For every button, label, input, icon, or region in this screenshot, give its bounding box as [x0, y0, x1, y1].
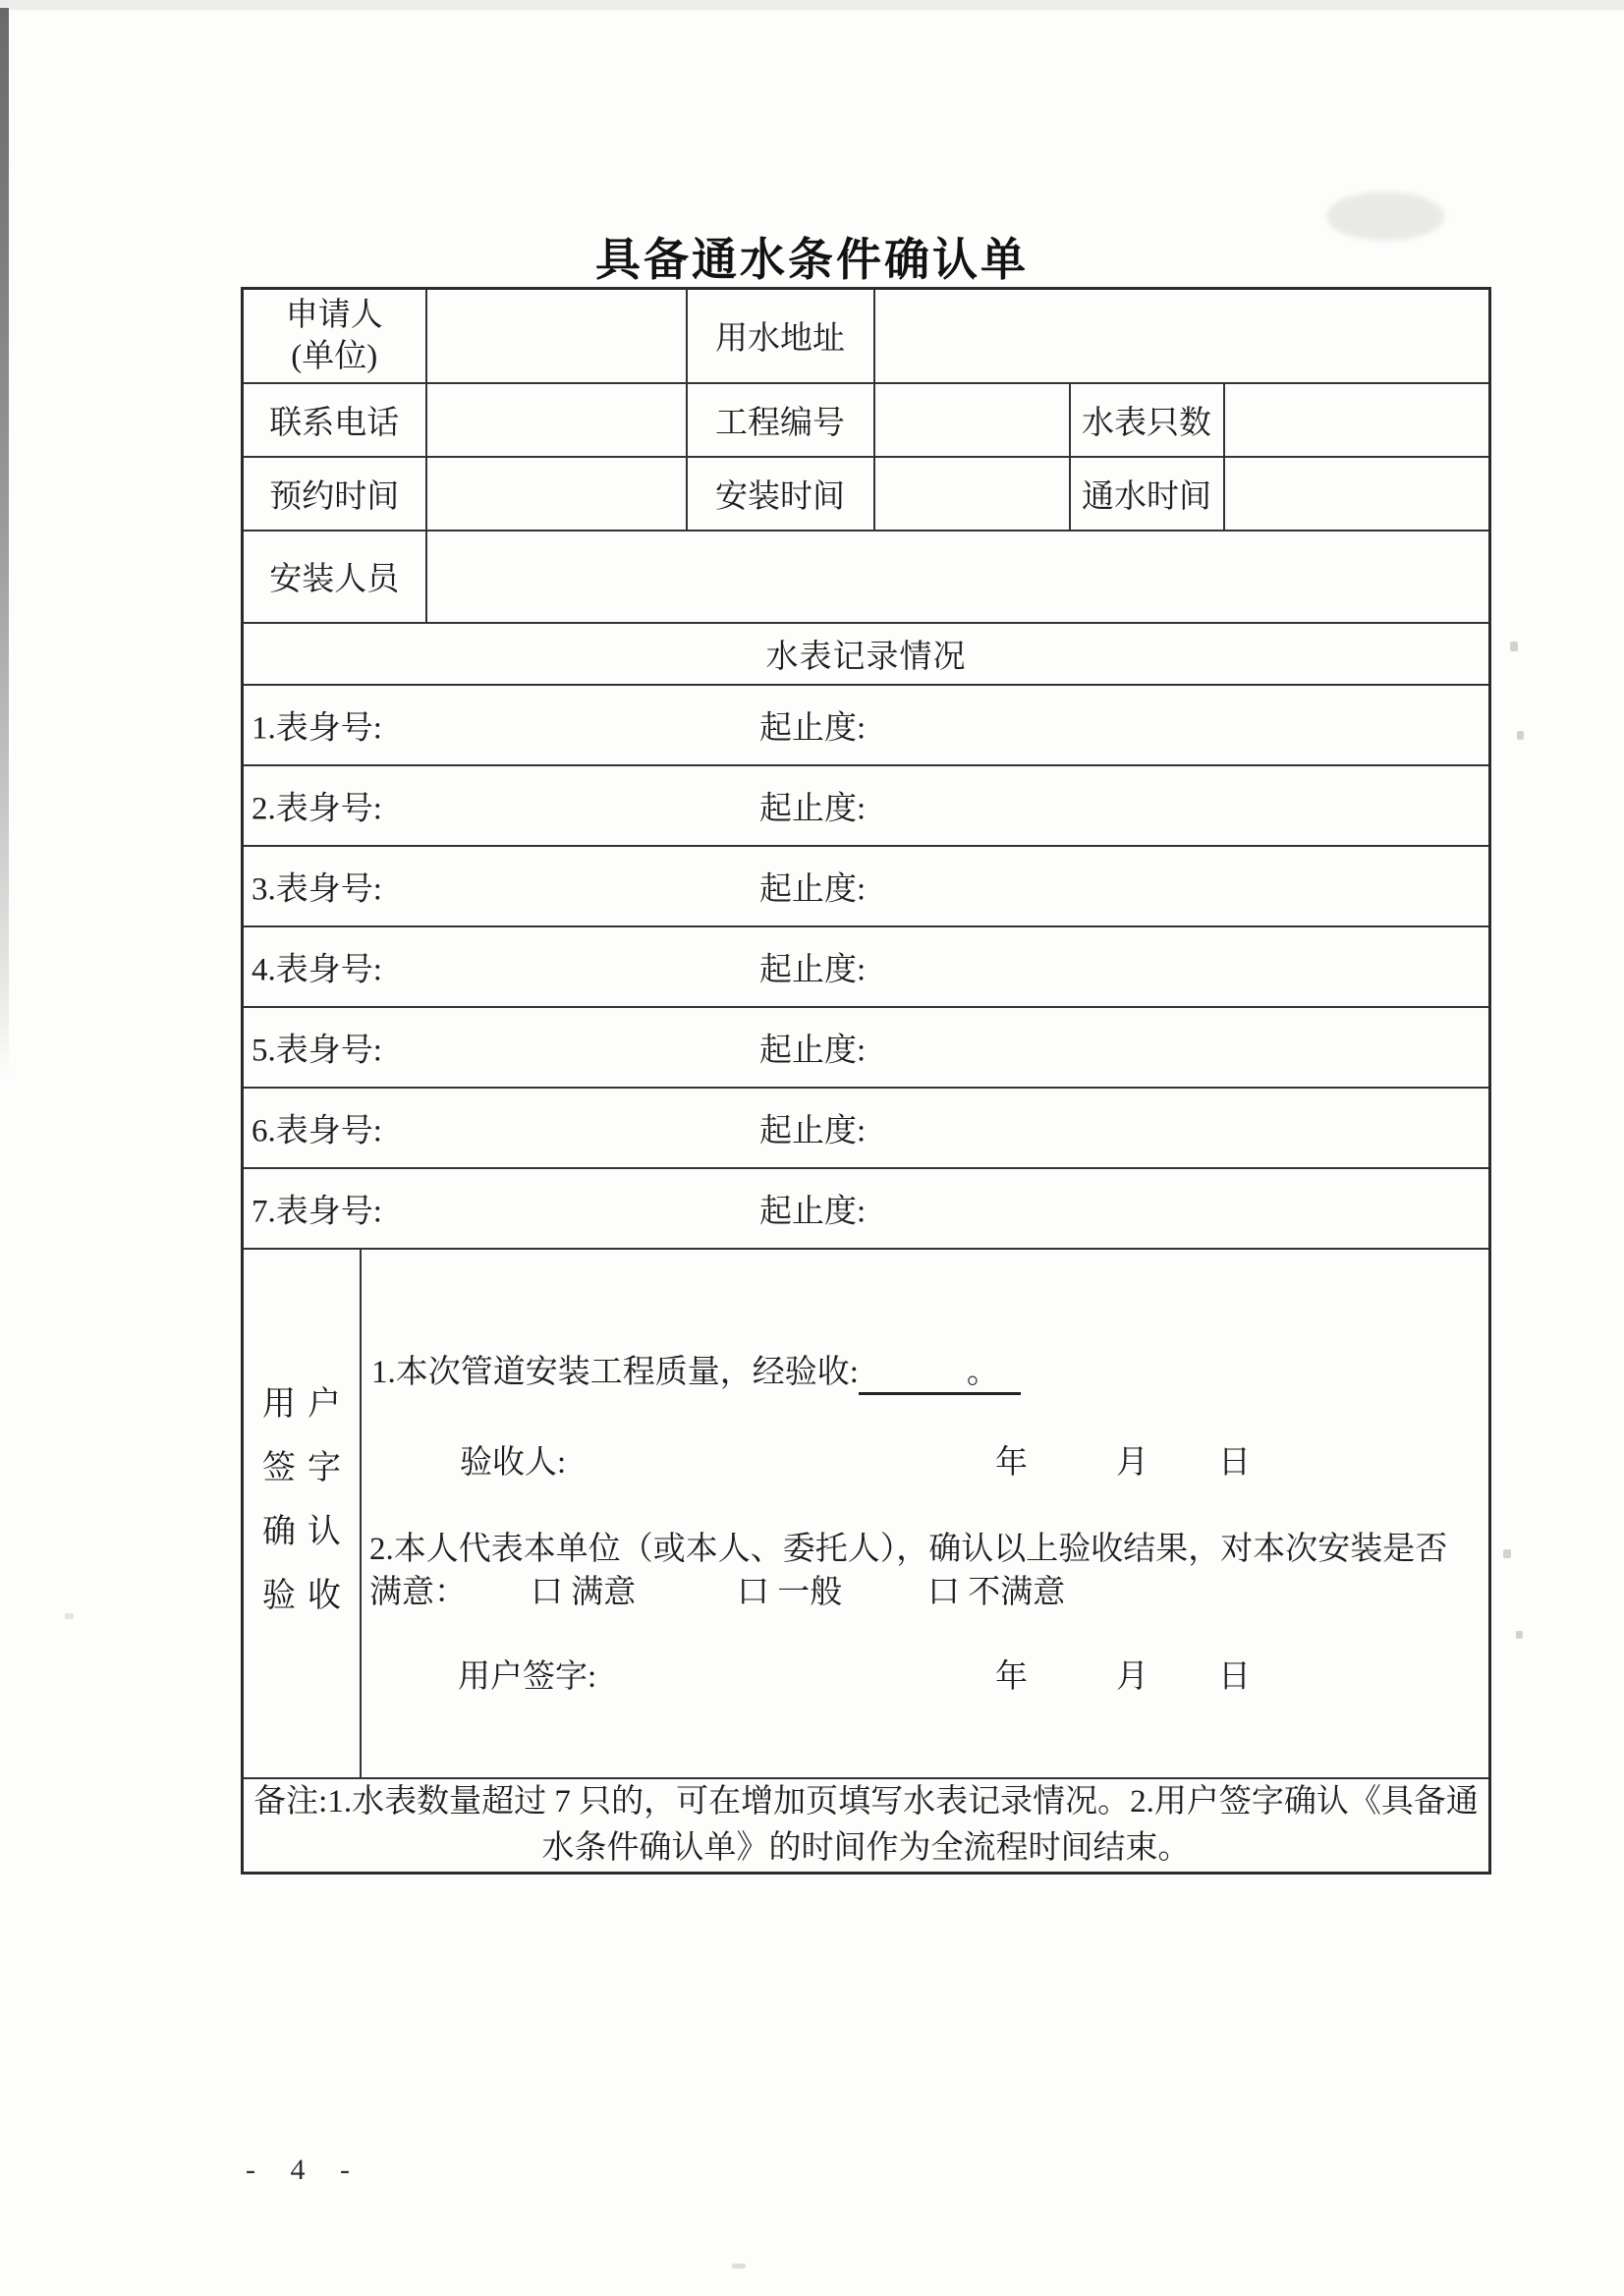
- page-number: - 4 -: [246, 2154, 364, 2186]
- meter-reading-label: 起止度:: [759, 710, 867, 746]
- installer-label: 安装人员: [243, 531, 426, 623]
- signature-side-label: [244, 1250, 362, 1777]
- project-number-label: 工程编号: [687, 383, 874, 457]
- acceptor-month-label: 月: [1116, 1444, 1148, 1481]
- signature-section-cell: [243, 1249, 1490, 1778]
- applicant-value-cell: [426, 289, 687, 383]
- meter-row: [243, 1088, 1490, 1168]
- satisfaction-prefix: 满意：: [369, 1574, 467, 1610]
- acceptor-label: 验收人:: [460, 1444, 567, 1481]
- meter-record-cell-1: [243, 685, 1490, 765]
- checkbox-option-satisfied: 口 满意: [531, 1574, 637, 1610]
- meter-body-number-label: 7.表身号:: [252, 1194, 382, 1229]
- meter-count-label: 水表只数: [1070, 383, 1224, 457]
- acceptance-item-1-text: 1.本次管道安装工程质量，经验收:: [371, 1354, 859, 1390]
- meter-body-number-label: 2.表身号:: [252, 791, 382, 826]
- signature-section: [244, 1250, 1488, 1777]
- meter-count-value-cell: [1224, 383, 1490, 457]
- checkbox-option-average: 口 一般: [737, 1574, 843, 1610]
- user-signature-label: 用户签字:: [458, 1658, 597, 1695]
- meter-body-number-label: 4.表身号:: [252, 952, 382, 987]
- meter-reading-label: 起止度:: [759, 1113, 867, 1148]
- meter-row: [243, 685, 1490, 765]
- appointment-time-value-cell: [426, 457, 687, 531]
- water-on-time-value-cell: [1224, 457, 1490, 531]
- appointment-time-label: 预约时间: [243, 457, 426, 531]
- scan-speck: [732, 2264, 746, 2268]
- user-sign-month-label: 月: [1116, 1658, 1148, 1695]
- project-number-value-cell: [874, 383, 1070, 457]
- meter-reading-label: 起止度:: [759, 952, 867, 987]
- applicant-label-line2: (单位): [291, 338, 378, 374]
- scan-speck: [65, 1613, 74, 1619]
- applicant-label-line1: 申请人: [285, 297, 383, 333]
- meter-reading-label: 起止度:: [759, 791, 867, 826]
- acceptor-day-label: 日: [1218, 1444, 1251, 1481]
- side-label-line: 验收: [262, 1578, 353, 1614]
- signature-content: [362, 1250, 1488, 1777]
- water-address-value-cell: [874, 289, 1490, 383]
- row-applicant: [243, 289, 1490, 383]
- user-sign-year-label: 年: [995, 1658, 1028, 1695]
- meter-record-cell-4: [243, 926, 1490, 1007]
- water-on-time-label: 通水时间: [1070, 457, 1224, 531]
- meter-section-header: 水表记录情况: [243, 623, 1490, 685]
- scan-speck: [1516, 1631, 1523, 1639]
- meter-row: [243, 926, 1490, 1007]
- checkbox-option-unsatisfied: 口 不满意: [927, 1574, 1066, 1610]
- meter-row: [243, 1007, 1490, 1088]
- meter-reading-label: 起止度:: [759, 871, 867, 907]
- meter-record-cell-2: [243, 765, 1490, 846]
- meter-record-cell-5: [243, 1007, 1490, 1088]
- meter-reading-label: 起止度:: [759, 1194, 867, 1229]
- install-time-value-cell: [874, 457, 1070, 531]
- meter-row: [243, 765, 1490, 846]
- row-signature-section: [243, 1249, 1490, 1778]
- contact-phone-label: 联系电话: [243, 383, 426, 457]
- note-cell: 备注:1.水表数量超过 7 只的，可在增加页填写水表记录情况。2.用户签字确认《具备通水条件确认单》的时间作为全流程时间结束。: [243, 1778, 1490, 1874]
- meter-body-number-label: 1.表身号:: [252, 710, 382, 746]
- acceptance-item-2-line1: 2.本人代表本单位（或本人、委托人），确认以上验收结果，对本次安装是否: [369, 1531, 1448, 1567]
- meter-body-number-label: 3.表身号:: [252, 871, 382, 907]
- side-label-line: 确认: [262, 1514, 353, 1550]
- water-address-label: 用水地址: [687, 289, 874, 383]
- installer-value-cell: [426, 531, 1490, 623]
- install-time-label: 安装时间: [687, 457, 874, 531]
- side-label-line: 签字: [262, 1450, 353, 1486]
- page-title: 具备通水条件确认单: [595, 235, 1029, 285]
- scan-top-edge-artifact: [0, 0, 1624, 10]
- scan-speck: [1503, 1549, 1511, 1558]
- row-contact-project: [243, 383, 1490, 457]
- scan-left-edge-artifact: [0, 8, 9, 1079]
- meter-body-number-label: 6.表身号:: [252, 1113, 382, 1148]
- scan-speck: [1517, 731, 1524, 740]
- meter-record-cell-3: [243, 846, 1490, 926]
- meter-record-cell-6: [243, 1088, 1490, 1168]
- side-label-line: 用户: [262, 1386, 353, 1423]
- meter-reading-label: 起止度:: [759, 1033, 867, 1068]
- acceptance-result-blank: 。: [859, 1346, 1021, 1395]
- meter-row: [243, 846, 1490, 926]
- confirmation-form-table: [241, 287, 1491, 1875]
- acceptance-item-1: [371, 1346, 1021, 1395]
- applicant-label: [243, 289, 426, 383]
- row-installer: [243, 531, 1490, 623]
- acceptor-year-label: 年: [995, 1444, 1028, 1481]
- row-meter-section-header: [243, 623, 1490, 685]
- scan-speck: [1510, 642, 1518, 651]
- row-note: [243, 1778, 1490, 1874]
- user-sign-day-label: 日: [1218, 1658, 1251, 1695]
- contact-phone-value-cell: [426, 383, 687, 457]
- meter-record-cell-7: [243, 1168, 1490, 1249]
- meter-body-number-label: 5.表身号:: [252, 1033, 382, 1068]
- row-times: [243, 457, 1490, 531]
- meter-row: [243, 1168, 1490, 1249]
